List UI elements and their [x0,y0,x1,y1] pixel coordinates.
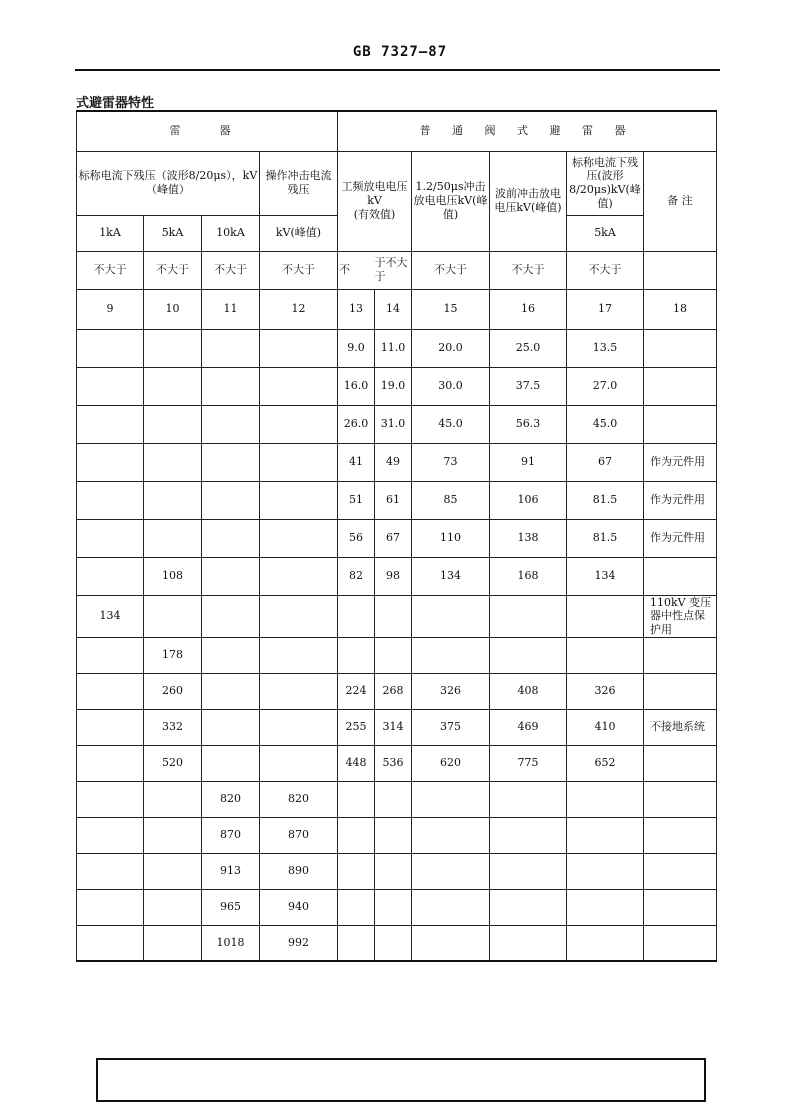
data-cell: 536 [375,745,412,781]
remark-cell [644,817,717,853]
data-cell: 255 [338,709,375,745]
data-cell: 51 [338,481,375,519]
data-cell [202,557,260,595]
data-cell [77,519,144,557]
table-row [77,367,717,405]
data-cell [77,817,144,853]
table-row [77,481,717,519]
data-cell: 820 [202,781,260,817]
table-row [77,709,717,745]
header-nominal-5ka: 5kA [567,215,644,251]
table-row [77,443,717,481]
column-number: 18 [644,289,717,329]
table-row [77,637,717,673]
header-lightning-impulse: 1.2/50μs冲击放电电压kV(峰值) [412,151,490,251]
data-cell [202,481,260,519]
table-row [77,817,717,853]
remark-cell [644,745,717,781]
data-cell: 41 [338,443,375,481]
data-cell: 168 [490,557,567,595]
data-cell [144,519,202,557]
column-number: 16 [490,289,567,329]
limit-cell-empty [644,251,717,289]
data-cell [202,673,260,709]
data-cell: 13.5 [567,329,644,367]
data-cell [338,817,375,853]
limit-fragment: 不大于 [374,256,408,283]
data-cell: 332 [144,709,202,745]
data-cell [260,557,338,595]
limit-cell: 不大于 [490,251,567,289]
data-cell: 19.0 [375,367,412,405]
remark-cell: 不接地系统 [644,709,717,745]
data-cell: 1018 [202,925,260,961]
data-cell [77,781,144,817]
data-cell [338,889,375,925]
data-cell [490,637,567,673]
data-cell [77,853,144,889]
data-cell [375,889,412,925]
data-cell: 260 [144,673,202,709]
data-cell [412,853,490,889]
data-cell: 520 [144,745,202,781]
data-cell: 108 [144,557,202,595]
data-cell: 67 [375,519,412,557]
data-cell [260,519,338,557]
limit-cell [375,251,412,289]
data-cell [338,925,375,961]
remark-cell [644,329,717,367]
data-cell: 37.5 [490,367,567,405]
data-cell: 913 [202,853,260,889]
data-cell: 138 [490,519,567,557]
data-cell: 11.0 [375,329,412,367]
header-residual-voltage: 标称电流下残压（波形8/20μs），kV（峰值） [77,151,260,215]
remark-cell [644,925,717,961]
data-cell: 30.0 [412,367,490,405]
data-cell: 652 [567,745,644,781]
column-number: 13 [338,289,375,329]
data-cell: 27.0 [567,367,644,405]
section-title: 式避雷器特性 [76,96,155,111]
data-cell [77,745,144,781]
data-cell: 178 [144,637,202,673]
remark-cell [644,673,717,709]
data-cell [567,595,644,637]
data-cell [375,817,412,853]
data-cell [490,853,567,889]
standard-number: GB 7327—87 [352,44,448,60]
data-cell: 20.0 [412,329,490,367]
data-cell: 775 [490,745,567,781]
data-cell [260,481,338,519]
data-cell: 26.0 [338,405,375,443]
data-cell [144,405,202,443]
table-row [77,925,717,961]
table-row [77,405,717,443]
header-1ka: 1kA [77,215,144,251]
data-cell: 56 [338,519,375,557]
data-cell: 106 [490,481,567,519]
header-power-frequency [338,151,412,251]
data-cell [375,595,412,637]
data-cell [375,637,412,673]
data-cell: 820 [260,781,338,817]
data-cell [77,925,144,961]
data-cell [260,443,338,481]
data-cell [567,637,644,673]
data-cell: 82 [338,557,375,595]
data-cell [260,367,338,405]
data-cell: 224 [338,673,375,709]
remark-cell: 作为元件用 [644,519,717,557]
data-cell [144,329,202,367]
table-row [77,557,717,595]
arrester-characteristics-table [76,110,717,962]
data-cell: 314 [375,709,412,745]
remark-cell [644,853,717,889]
remark-cell [644,557,717,595]
data-cell [412,889,490,925]
limit-fragment: 于 [374,256,386,270]
column-number: 17 [567,289,644,329]
data-cell [260,405,338,443]
data-cell [375,781,412,817]
limit-cell: 不大于 [567,251,644,289]
column-number: 10 [144,289,202,329]
data-cell: 9.0 [338,329,375,367]
data-cell: 56.3 [490,405,567,443]
data-cell [338,781,375,817]
data-cell [202,443,260,481]
data-cell [567,889,644,925]
header-pf-label: 工频放电电压kV [341,180,408,208]
data-cell [567,781,644,817]
header-5ka: 5kA [144,215,202,251]
data-cell: 110 [412,519,490,557]
data-cell: 992 [260,925,338,961]
remark-cell: 作为元件用 [644,481,717,519]
column-number: 11 [202,289,260,329]
data-cell [144,817,202,853]
data-cell [202,405,260,443]
data-cell [144,367,202,405]
data-cell: 940 [260,889,338,925]
data-cell [490,817,567,853]
limit-cell: 不 [338,251,375,289]
column-number: 9 [77,289,144,329]
data-cell [144,443,202,481]
data-cell [375,853,412,889]
data-cell: 45.0 [412,405,490,443]
data-cell [77,637,144,673]
data-cell [202,709,260,745]
data-cell: 67 [567,443,644,481]
data-cell [567,925,644,961]
data-cell [375,925,412,961]
data-cell [77,329,144,367]
data-cell: 620 [412,745,490,781]
data-cell [202,519,260,557]
data-cell: 91 [490,443,567,481]
data-cell: 870 [260,817,338,853]
data-cell [77,557,144,595]
data-cell: 326 [412,673,490,709]
remark-cell [644,637,717,673]
data-cell [202,745,260,781]
data-cell [77,405,144,443]
data-cell [412,781,490,817]
data-cell: 45.0 [567,405,644,443]
data-cell [202,329,260,367]
data-cell [412,925,490,961]
data-cell [202,595,260,637]
limit-cell: 不大于 [412,251,490,289]
data-cell: 375 [412,709,490,745]
remark-cell [644,781,717,817]
data-cell [490,925,567,961]
data-cell [77,367,144,405]
data-cell [490,889,567,925]
column-number: 15 [412,289,490,329]
data-cell [567,817,644,853]
header-10ka: 10kA [202,215,260,251]
header-switching-unit: kV(峰值) [260,215,338,251]
data-cell [144,481,202,519]
data-cell [260,673,338,709]
data-cell [77,443,144,481]
data-cell: 326 [567,673,644,709]
data-cell: 890 [260,853,338,889]
remark-cell [644,367,717,405]
page-footer-frame [96,1058,706,1102]
data-cell: 49 [375,443,412,481]
data-cell: 410 [567,709,644,745]
data-cell: 73 [412,443,490,481]
data-cell [144,889,202,925]
data-cell [260,709,338,745]
table-row [77,673,717,709]
limit-cell: 不大于 [260,251,338,289]
data-cell [412,637,490,673]
data-cell: 16.0 [338,367,375,405]
remark-cell: 作为元件用 [644,443,717,481]
data-cell: 448 [338,745,375,781]
table-row [77,595,717,637]
header-front-of-wave: 波前冲击放电电压kV(峰值) [490,151,567,251]
data-cell: 134 [412,557,490,595]
data-cell [338,853,375,889]
data-cell [202,637,260,673]
column-number: 14 [375,289,412,329]
data-cell: 134 [77,595,144,637]
table-row [77,329,717,367]
data-cell [144,595,202,637]
data-cell: 870 [202,817,260,853]
data-cell [144,853,202,889]
data-cell: 81.5 [567,481,644,519]
group-header-right: 普 通 阀 式 避 雷 器 [338,111,717,151]
group-header-left: 雷 器 [77,111,338,151]
limit-cell: 不大于 [202,251,260,289]
data-cell: 965 [202,889,260,925]
data-cell [144,925,202,961]
data-cell [77,709,144,745]
remark-cell: 110kV 变压器中性点保护用 [644,595,717,637]
header-switching-impulse: 操作冲击电流残压 [260,151,338,215]
data-cell: 25.0 [490,329,567,367]
data-cell [490,595,567,637]
data-cell [567,853,644,889]
data-cell [338,595,375,637]
data-cell [144,781,202,817]
data-cell: 81.5 [567,519,644,557]
data-cell [338,637,375,673]
column-number: 12 [260,289,338,329]
data-cell: 134 [567,557,644,595]
header-pf-unit: (有效值) [353,207,396,221]
remark-cell [644,889,717,925]
data-cell [77,673,144,709]
data-cell: 61 [375,481,412,519]
table-row [77,781,717,817]
header-nominal-residual: 标称电流下残压(波形8/20μs)kV(峰值) [567,151,644,215]
data-cell: 85 [412,481,490,519]
data-cell [412,595,490,637]
data-cell [260,637,338,673]
data-cell [260,595,338,637]
data-cell: 408 [490,673,567,709]
header-remark: 备 注 [644,151,717,251]
data-cell [77,889,144,925]
table-row [77,745,717,781]
table-row [77,889,717,925]
data-rows [77,329,717,961]
table-row [77,519,717,557]
data-cell: 31.0 [375,405,412,443]
data-cell [260,745,338,781]
data-cell: 98 [375,557,412,595]
header-rule [75,69,720,71]
table-row [77,853,717,889]
limit-cell: 不大于 [144,251,202,289]
data-cell [412,817,490,853]
data-cell [77,481,144,519]
remark-cell [644,405,717,443]
data-cell [202,367,260,405]
data-cell: 469 [490,709,567,745]
data-cell [490,781,567,817]
data-cell: 268 [375,673,412,709]
limit-cell: 不大于 [77,251,144,289]
data-cell [260,329,338,367]
